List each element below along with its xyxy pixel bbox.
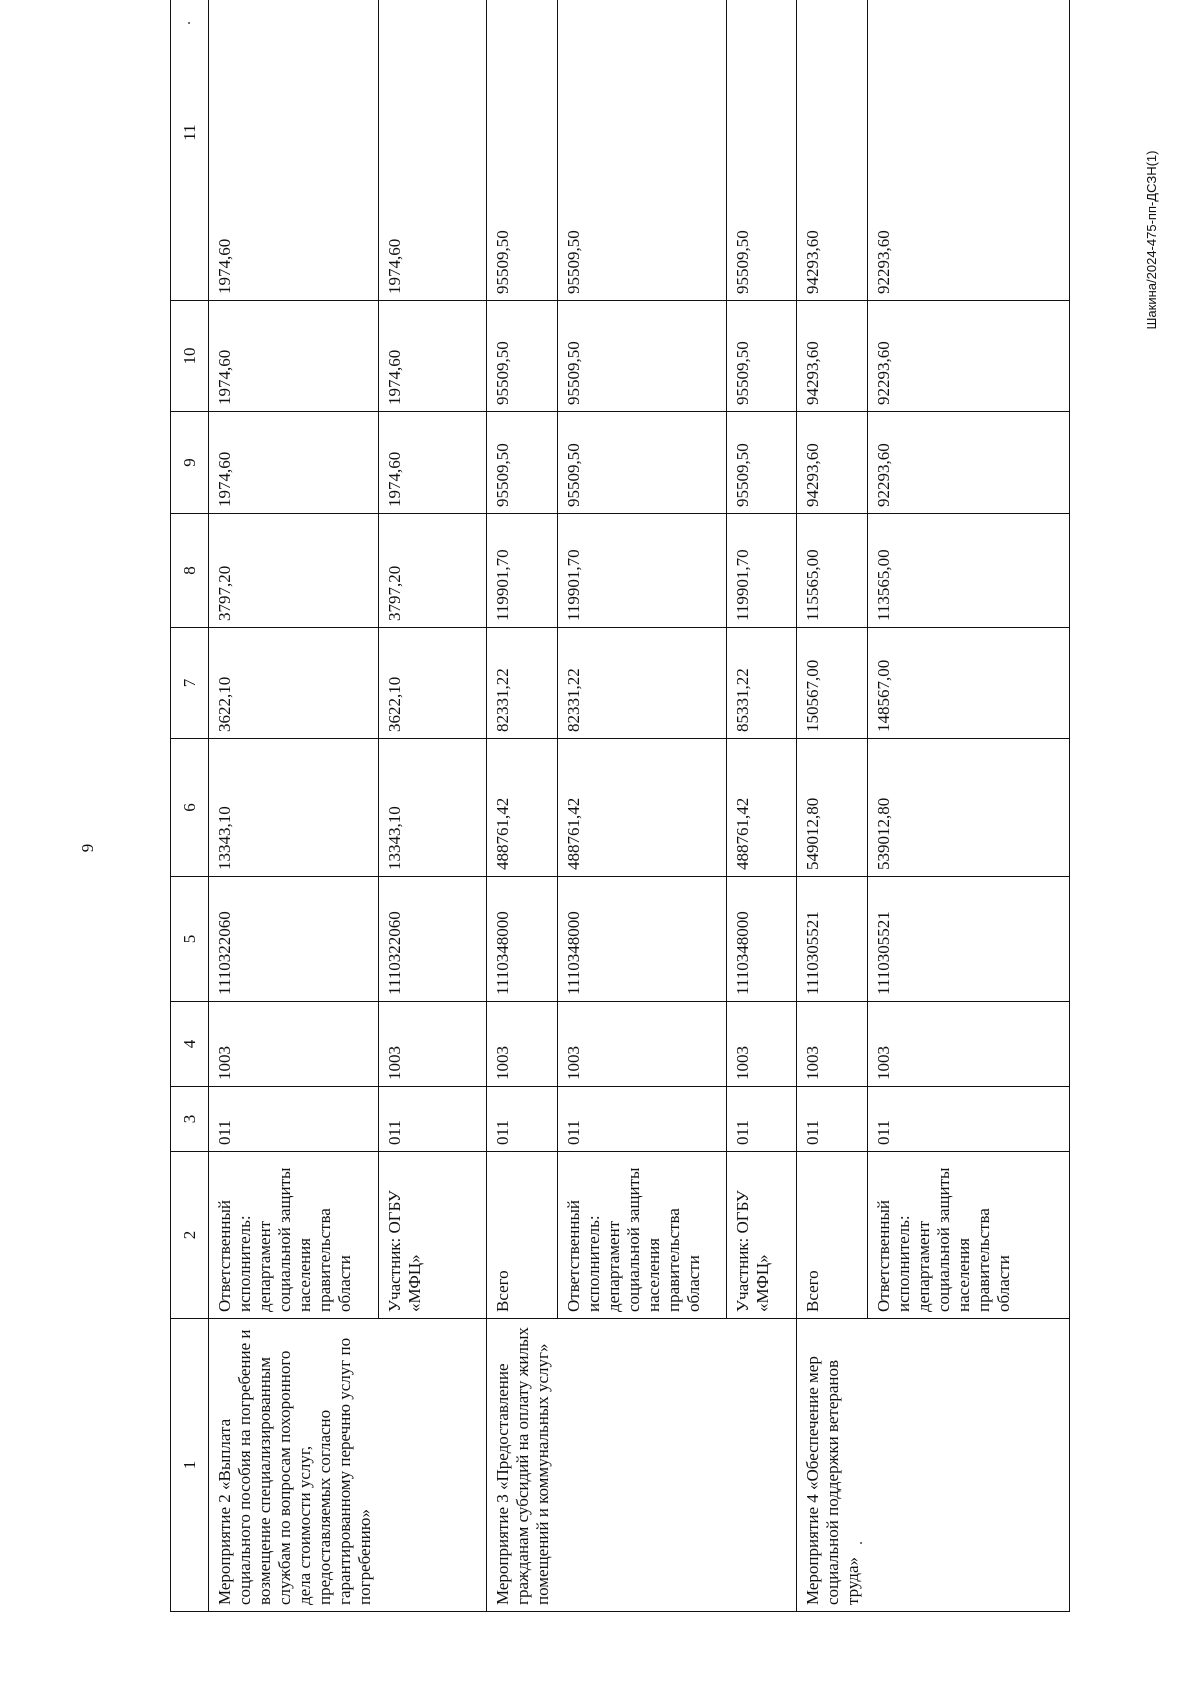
amount-cell: 95509,50	[557, 0, 727, 301]
target-code-cell: 1110322060	[209, 877, 379, 1002]
table-row	[209, 0, 379, 1612]
amount-cell: 3622,10	[209, 628, 379, 739]
section-code-cell: 1003	[378, 1002, 487, 1087]
measure-title-continued	[867, 1319, 1069, 1612]
executor-cell: Всего	[797, 1152, 867, 1319]
target-code-cell: 1110322060	[378, 877, 487, 1002]
amount-cell: 1974,60	[378, 412, 487, 514]
header-cell: 6	[171, 739, 209, 877]
amount-cell: 95509,50	[727, 301, 797, 412]
admin-code-cell: 011	[557, 1087, 727, 1152]
section-code-cell: 1003	[867, 1002, 1069, 1087]
amount-cell: 92293,60	[867, 0, 1069, 301]
measure-title: Мероприятие 3 «Предоставление гражданам субсидий на оплату жилых помещений и коммунальных услуг»	[487, 1319, 557, 1612]
target-code-cell: 1110348000	[557, 877, 727, 1002]
amount-cell: 150567,00	[797, 628, 867, 739]
amount-cell: 119901,70	[487, 514, 557, 628]
header-row	[171, 0, 209, 1612]
page-number: 9	[78, 843, 97, 853]
amount-cell: 94293,60	[797, 0, 867, 301]
amount-cell: 82331,22	[487, 628, 557, 739]
header-cell: 4	[171, 1002, 209, 1087]
section-code-cell: 1003	[487, 1002, 557, 1087]
document-code: Шакина/2024-475-пп-ДСЗН(1)	[1144, 150, 1159, 330]
executor-cell: Участник: ОГБУ «МФЦ»	[727, 1152, 797, 1319]
amount-cell: 95509,50	[557, 301, 727, 412]
admin-code-cell: 011	[487, 1087, 557, 1152]
admin-code-cell: 011	[209, 1087, 379, 1152]
amount-cell: 95509,50	[487, 0, 557, 301]
header-cell: 10	[171, 301, 209, 412]
executor-cell: Участник: ОГБУ «МФЦ»	[378, 1152, 487, 1319]
total-amount-cell: 539012,80	[867, 739, 1069, 877]
table-frame	[170, 65, 1070, 1612]
section-code-cell: 1003	[727, 1002, 797, 1087]
measure-title: Мероприятие 4 «Обеспечение мер социальной поддержки ветеранов труда»	[797, 1319, 867, 1612]
amount-cell: 94293,60	[797, 412, 867, 514]
amount-cell: 95509,50	[487, 301, 557, 412]
measure-title: Мероприятие 2 «Выплата социального пособия на погребение и возмещение специализированным службам по вопросам похоронного дела стоимости услуг, предоставляемых согласно гарантированному перечню услуг по погребению»	[209, 1319, 487, 1612]
amount-cell: 1974,60	[209, 0, 379, 301]
amount-cell: 82331,22	[557, 628, 727, 739]
header-cell: 5	[171, 877, 209, 1002]
amount-cell: 119901,70	[727, 514, 797, 628]
total-amount-cell: 488761,42	[487, 739, 557, 877]
amount-cell: 95509,50	[727, 0, 797, 301]
amount-cell: 3797,20	[209, 514, 379, 628]
amount-cell: 92293,60	[867, 412, 1069, 514]
table-row	[727, 0, 797, 1612]
target-code-cell: 1110348000	[727, 877, 797, 1002]
header-cell: 7	[171, 628, 209, 739]
section-code-cell: 1003	[209, 1002, 379, 1087]
header-cell: 3	[171, 1087, 209, 1152]
table-row	[487, 0, 557, 1612]
total-amount-cell: 488761,42	[557, 739, 727, 877]
total-amount-cell: 13343,10	[209, 739, 379, 877]
header-cell: 8	[171, 514, 209, 628]
total-amount-cell: 13343,10	[378, 739, 487, 877]
header-cell: 1	[171, 1319, 209, 1612]
amount-cell: 119901,70	[557, 514, 727, 628]
budget-table	[170, 0, 1070, 1612]
admin-code-cell: 011	[378, 1087, 487, 1152]
admin-code-cell: 011	[797, 1087, 867, 1152]
admin-code-cell: 011	[727, 1087, 797, 1152]
amount-cell: 1974,60	[209, 412, 379, 514]
amount-cell: 113565,00	[867, 514, 1069, 628]
executor-cell: Ответственный исполнитель: департамент социальной защиты населения правительства области	[209, 1152, 379, 1319]
executor-cell: Ответственный исполнитель: департамент социальной защиты населения правительства области	[867, 1152, 1069, 1319]
amount-cell: 1974,60	[378, 0, 487, 301]
table-row	[867, 0, 1069, 1612]
header-cell: 11	[171, 0, 209, 301]
amount-cell: 85331,22	[727, 628, 797, 739]
target-code-cell: 1110305521	[797, 877, 867, 1002]
admin-code-cell: 011	[867, 1087, 1069, 1152]
amount-cell: 1974,60	[209, 301, 379, 412]
amount-cell: 95509,50	[727, 412, 797, 514]
executor-cell: Всего	[487, 1152, 557, 1319]
amount-cell: 95509,50	[557, 412, 727, 514]
total-amount-cell: 488761,42	[727, 739, 797, 877]
amount-cell: 3797,20	[378, 514, 487, 628]
target-code-cell: 1110305521	[867, 877, 1069, 1002]
total-amount-cell: 549012,80	[797, 739, 867, 877]
amount-cell: 1974,60	[378, 301, 487, 412]
measure-title-continued	[557, 1319, 727, 1612]
table-row	[557, 0, 727, 1612]
target-code-cell: 1110348000	[487, 877, 557, 1002]
amount-cell: 115565,00	[797, 514, 867, 628]
amount-cell: 95509,50	[487, 412, 557, 514]
amount-cell: 94293,60	[797, 301, 867, 412]
section-code-cell: 1003	[797, 1002, 867, 1087]
header-cell: 9	[171, 412, 209, 514]
executor-cell: Ответственный исполнитель: департамент социальной защиты населения правительства области	[557, 1152, 727, 1319]
amount-cell: 92293,60	[867, 301, 1069, 412]
table-row	[797, 0, 867, 1612]
section-code-cell: 1003	[557, 1002, 727, 1087]
amount-cell: 148567,00	[867, 628, 1069, 739]
header-cell: 2	[171, 1152, 209, 1319]
measure-title-continued	[727, 1319, 797, 1612]
amount-cell: 3622,10	[378, 628, 487, 739]
